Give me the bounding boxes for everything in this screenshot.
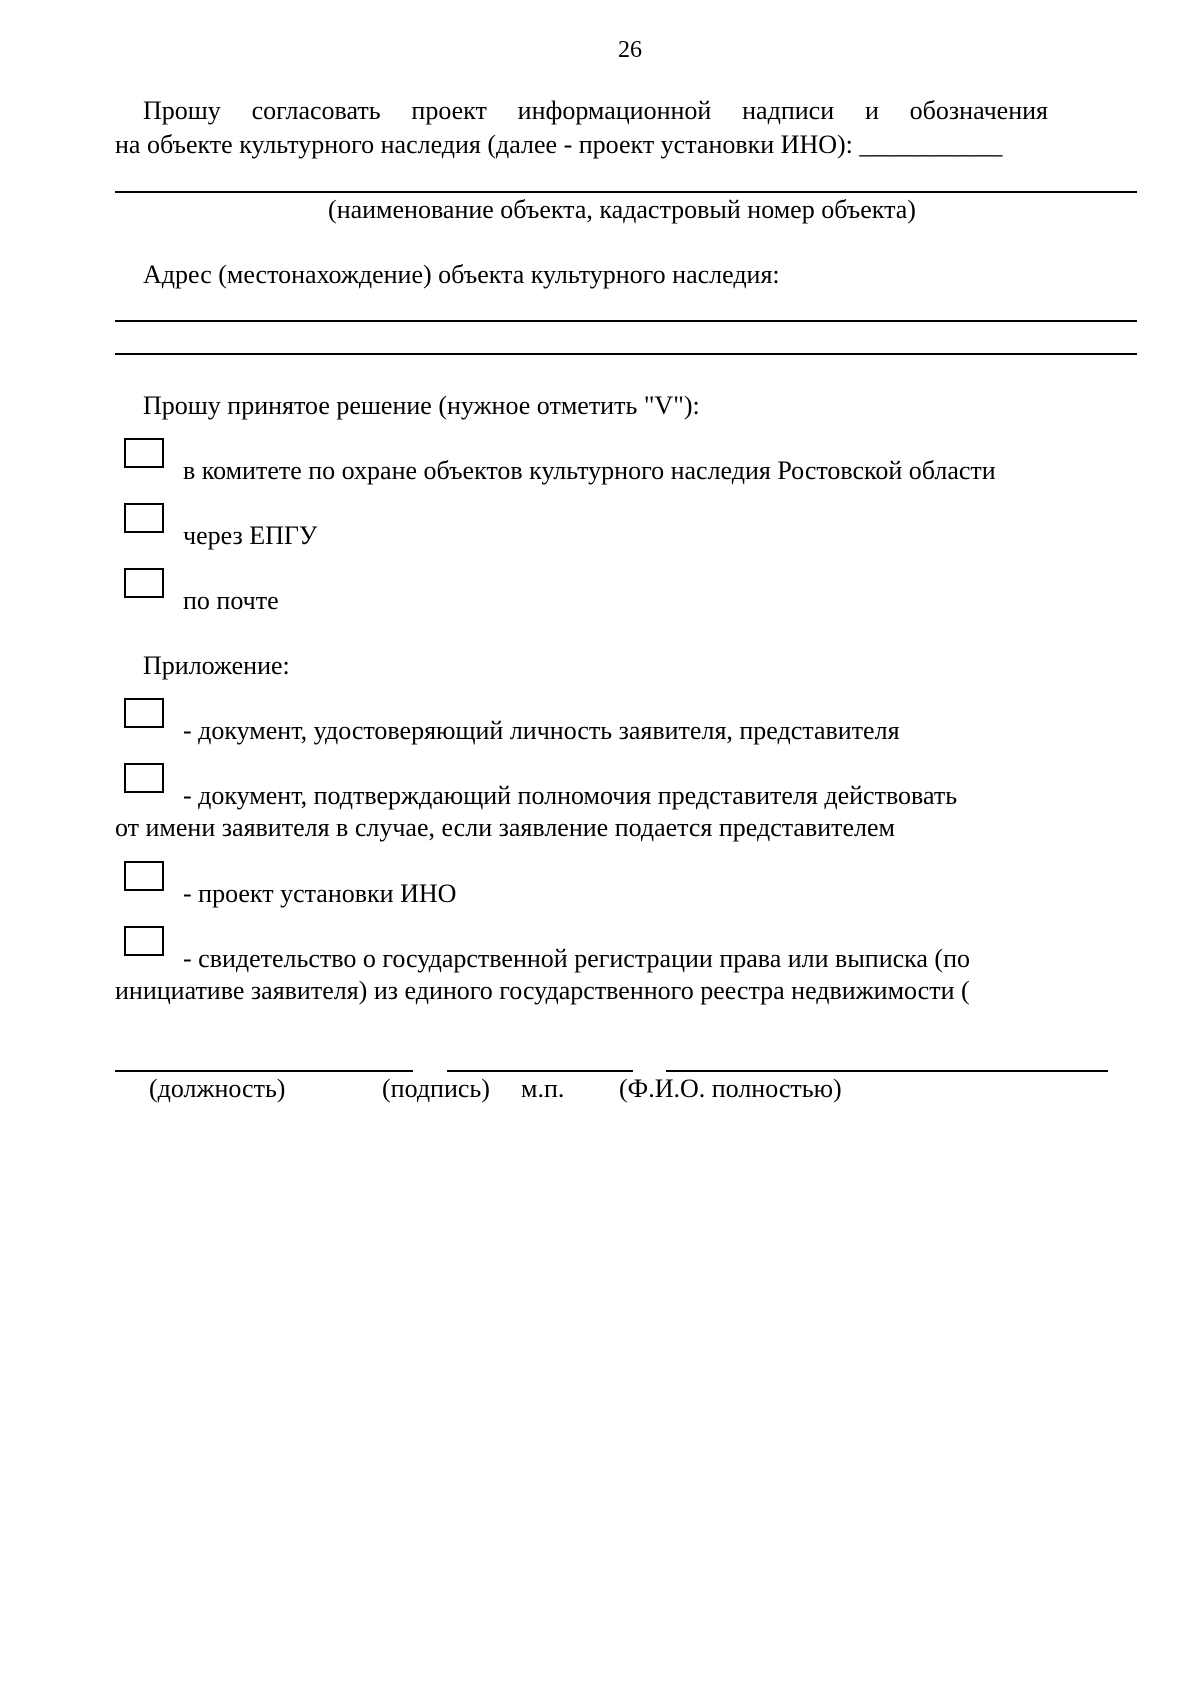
- decision-label: Прошу принятое решение (нужное отметить "V"):: [143, 391, 700, 420]
- decision-option-mail: по почте: [183, 586, 279, 615]
- position-caption: (должность): [149, 1074, 286, 1103]
- address-field-line-1[interactable]: [115, 320, 1137, 322]
- decision-option-committee: в комитете по охране объектов культурного наследия Ростовской области: [183, 456, 996, 485]
- full-name-signature-line[interactable]: [666, 1070, 1108, 1072]
- attachment-authority-text-1: - документ, подтверждающий полномочия представителя действовать: [183, 781, 958, 810]
- attachments-label: Приложение:: [143, 651, 290, 680]
- decision-mail-checkbox[interactable]: [124, 568, 164, 598]
- attachment-authority-text-2: от имени заявителя в случае, если заявление подается представителем: [115, 813, 896, 842]
- address-label: Адрес (местонахождение) объекта культурного наследия:: [143, 260, 780, 289]
- object-name-field[interactable]: [115, 191, 1137, 193]
- attachment-project-text: - проект установки ИНО: [183, 879, 457, 908]
- decision-committee-checkbox[interactable]: [124, 438, 164, 468]
- signature-line[interactable]: [447, 1070, 633, 1072]
- object-name-caption: (наименование объекта, кадастровый номер объекта): [328, 195, 916, 224]
- attachment-registration-text-2: инициативе заявителя) из единого государственного реестра недвижимости (: [115, 976, 970, 1005]
- page-number: 26: [618, 37, 642, 63]
- attachment-registration-text-1: - свидетельство о государственной регистрации права или выписка (по: [183, 944, 971, 973]
- intro-line-1: Прошу согласовать проект информационной надписи и обозначения: [143, 96, 1048, 125]
- attachment-project-checkbox[interactable]: [124, 861, 164, 891]
- decision-option-epgu: через ЕПГУ: [183, 521, 318, 550]
- attachment-registration-checkbox[interactable]: [124, 926, 164, 956]
- position-signature-line[interactable]: [115, 1070, 413, 1072]
- attachment-identity-checkbox[interactable]: [124, 698, 164, 728]
- full-name-caption: (Ф.И.О. полностью): [619, 1074, 842, 1103]
- address-field-line-2[interactable]: [115, 353, 1137, 355]
- attachment-identity-text: - документ, удостоверяющий личность заявителя, представителя: [183, 716, 900, 745]
- attachment-authority-checkbox[interactable]: [124, 763, 164, 793]
- signature-caption: (подпись): [382, 1074, 490, 1103]
- decision-epgu-checkbox[interactable]: [124, 503, 164, 533]
- intro-line-2: на объекте культурного наследия (далее - проект установки ИНО): ___________: [115, 130, 1003, 159]
- stamp-caption: м.п.: [521, 1074, 565, 1103]
